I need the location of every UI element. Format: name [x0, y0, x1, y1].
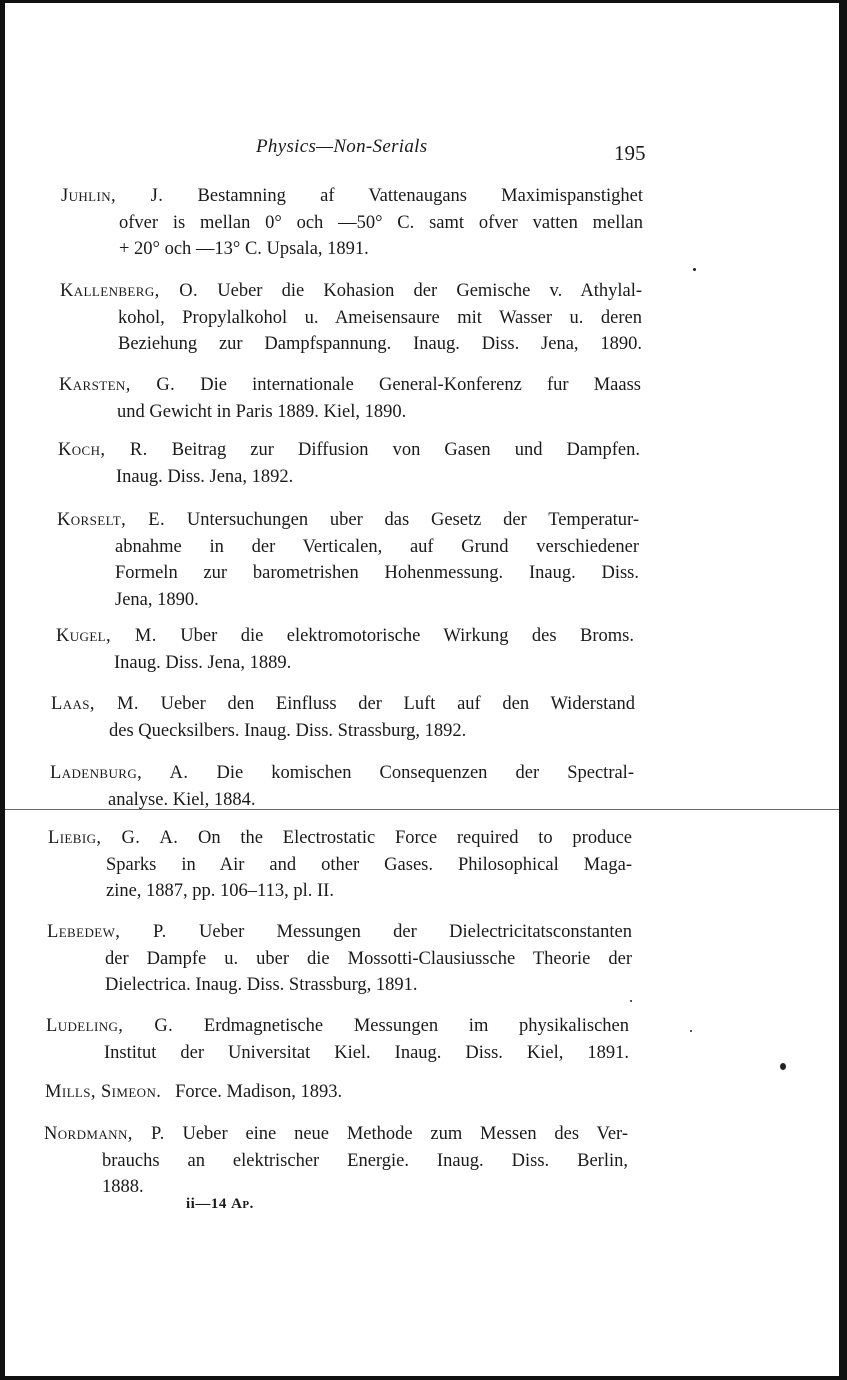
bibliography-entry-juhlin	[61, 183, 643, 263]
entry-text-line: Dielectrica. Inaug. Diss. Strassburg, 1891.	[105, 975, 418, 995]
entry-text-line: zine, 1887, pp. 106–113, pl. II.	[106, 881, 334, 901]
scan-speck	[690, 1030, 692, 1032]
entry-author: Korselt, E.	[57, 510, 166, 530]
entry-author: Nordmann, P.	[44, 1124, 165, 1144]
entry-text-line: analyse. Kiel, 1884.	[108, 789, 256, 810]
entry-author: Koch, R.	[58, 440, 148, 460]
bibliography-entry-kugel	[56, 623, 634, 676]
bibliography-entry-laas	[51, 691, 635, 744]
running-header: Physics—Non-Serials	[256, 136, 428, 157]
bibliography-entry-ludeling	[46, 1013, 629, 1066]
entry-text-line: Jena, 1890.	[115, 589, 199, 610]
entry-text-line: Beziehung zur Dampfspannung. Inaug. Diss. Jena, 1890.	[118, 334, 642, 354]
bibliography-entry-koch	[58, 437, 640, 490]
scan-border-top	[0, 0, 847, 3]
printer-signature-mark: ii—14 Ap.	[186, 1196, 254, 1212]
bibliography-entry-kallenberg	[60, 278, 642, 358]
entry-text-line: 1888.	[102, 1177, 144, 1197]
bibliography-entry-mills	[45, 1079, 445, 1106]
page-number: 195	[614, 141, 646, 165]
entry-text-line: Inaug. Diss. Jena, 1892.	[116, 466, 294, 487]
scan-border-bottom	[0, 1376, 847, 1380]
entry-author: Liebig, G. A.	[48, 828, 179, 848]
entry-text-line: und Gewicht in Paris 1889. Kiel, 1890.	[117, 401, 407, 422]
entry-text-line: Beitrag zur Diffusion von Gasen und Dampfen.	[171, 440, 641, 460]
bibliography-entry-nordmann	[44, 1121, 628, 1201]
scan-speck	[630, 1000, 632, 1002]
entry-text-line: Ueber Messungen der Dielectricitatsconstanten	[199, 922, 632, 942]
entry-text-line: Bestamning af Vattenaugans Maximispanstighet	[197, 186, 644, 206]
entry-text-line: Untersuchungen uber das Gesetz der Temperatur-	[186, 510, 639, 530]
entry-text-line: Erdmagnetische Messungen im physikalischen	[203, 1016, 629, 1036]
entry-text-line: kohol, Propylalkohol u. Ameisensaure mit Wasser u. deren	[118, 307, 642, 328]
scan-speck	[693, 268, 696, 271]
entry-text-line: + 20° och —13° C. Upsala, 1891.	[119, 239, 369, 259]
entry-text-line: Die komischen Consequenzen der Spectral-	[216, 763, 634, 783]
entry-text-line: Sparks in Air and other Gases. Philosophical Maga-	[106, 854, 632, 875]
bibliography-entry-karsten	[59, 372, 641, 425]
scan-border-right	[839, 0, 847, 1380]
entry-text-line: brauchs an elektrischer Energie. Inaug. Diss. Berlin,	[102, 1150, 628, 1171]
entry-author: Mills, Simeon.	[45, 1082, 162, 1102]
entry-text-line: des Quecksilbers. Inaug. Diss. Strassburg, 1892.	[109, 720, 467, 741]
entry-author: Kallenberg, O.	[60, 281, 199, 301]
entry-author: Kugel, M.	[56, 626, 157, 646]
entry-text-line: Force. Madison, 1893.	[175, 1082, 343, 1102]
entry-text-line: Ueber eine neue Methode zum Messen des Ver-	[182, 1124, 628, 1144]
entry-text-line: Ueber den Einfluss der Luft auf den Widerstand	[160, 694, 635, 714]
entry-text-line: abnahme in der Verticalen, auf Grund verschiedener	[115, 536, 639, 557]
entry-text-line: Uber die elektromotorische Wirkung des Broms.	[180, 626, 634, 646]
scan-speck	[780, 1063, 786, 1070]
entry-author: Karsten, G.	[59, 375, 176, 395]
entry-text-line: Institut der Universitat Kiel. Inaug. Diss. Kiel, 1891.	[104, 1042, 629, 1063]
scan-border-left	[0, 0, 5, 1380]
entry-author: Ladenburg, A.	[50, 763, 189, 783]
entry-text-line: Ueber die Kohasion der Gemische v. Athylal-	[217, 281, 643, 301]
entry-text-line: Inaug. Diss. Jena, 1889.	[114, 652, 292, 673]
entry-text-line: ofver is mellan 0° och —50° C. samt ofver vatten mellan	[119, 212, 643, 233]
entry-author: Juhlin, J.	[61, 186, 164, 206]
bibliography-entry-lebedew	[47, 919, 632, 999]
entry-text-line: On the Electrostatic Force required to produce	[198, 828, 632, 848]
entry-text-line: der Dampfe u. uber die Mossotti-Clausiussche Theorie der	[105, 948, 632, 969]
entry-author: Lebedew, P.	[47, 922, 167, 942]
entry-author: Ludeling, G.	[46, 1016, 174, 1036]
entry-text-line: Die internationale General-Konferenz fur Maass	[200, 375, 641, 395]
entry-text-line: Formeln zur barometrishen Hohenmessung. Inaug. Diss.	[115, 563, 639, 583]
bibliography-entry-ladenburg	[50, 760, 634, 813]
bibliography-entry-liebig	[48, 825, 632, 905]
bibliography-entry-korselt	[57, 507, 639, 613]
entry-author: Laas, M.	[51, 694, 139, 714]
